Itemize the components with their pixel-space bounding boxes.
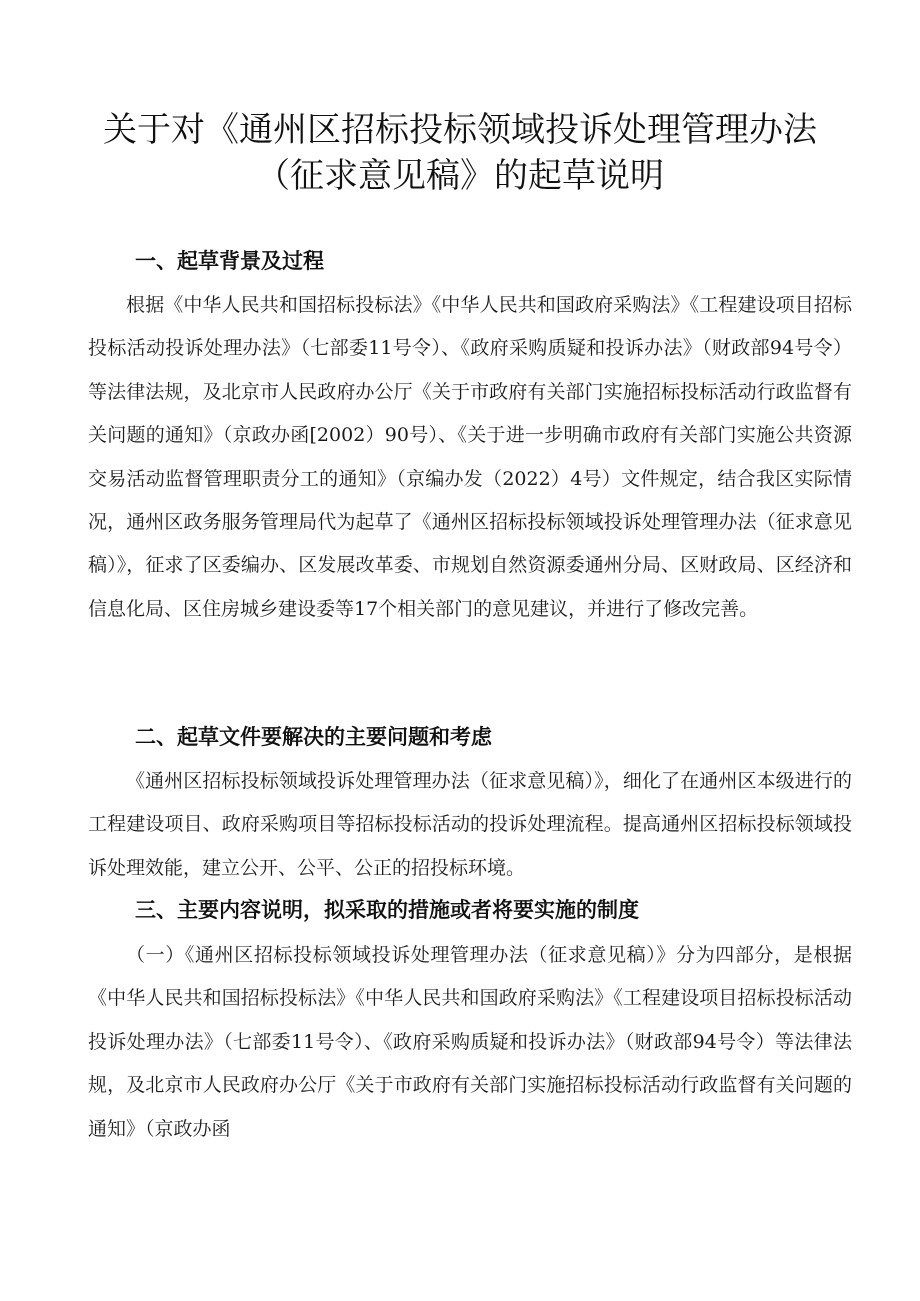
section-paragraph-content: （一）《通州区招标投标领域投诉处理管理办法（征求意见稿）》分为四部分，是根据《中华人民共和国招标投标法》《中华人民共和国政府采购法》《工程建设项目招标投标活动投诉处理办法》（七部委11号令）、《政府采购质疑和投诉办法》（财政部94号令）等法律法规，及北京市人民政府办公厅《关于市政府有关部门实施招标投标活动行政监督有关问题的通知》（京政办函 xyxy=(88,944,852,1140)
section-heading-background: 一、起草背景及过程 xyxy=(135,249,324,273)
section-heading-problems: 二、起草文件要解决的主要问题和考虑 xyxy=(135,725,492,749)
section-paragraph-background: 根据《中华人民共和国招标投标法》《中华人民共和国政府采购法》《工程建设项目招标投标活动投诉处理办法》（七部委11号令）、《政府采购质疑和投诉办法》（财政部94号令）等法律法规，及北京市人民政府办公厅《关于市政府有关部门实施招标投标活动行政监督有关问题的通知》（京政办函[2002）90号）、《关于进一步明确市政府有关部门实施公共资源交易活动监督管理职责分工的通知》（京编办发（2022）4号）文件规定，结合我区实际情况，通州区政务服务管理局代为起草了《通州区招标投标领域投诉处理管理办法（征求意见稿）》，征求了区委编办、区发展改革委、市规划自然资源委通州分局、区财政局、区经济和信息化局、区住房城乡建设委等17个相关部门的意见建议，并进行了修改完善。 xyxy=(88,294,852,620)
section-heading-content: 三、主要内容说明，拟采取的措施或者将要实施的制度 xyxy=(135,898,639,922)
document-title-line-2: （征求意见稿》的起草说明 xyxy=(256,156,664,196)
section-paragraph-problems: 《通州区招标投标领域投诉处理管理办法（征求意见稿）》，细化了在通州区本级进行的工程建设项目、政府采购项目等招标投标活动的投诉处理流程。提高通州区招标投标领域投诉处理效能，建立公开、公平、公正的招投标环境。 xyxy=(88,770,852,879)
document-title-line-1: 关于对《通州区招标投标领域投诉处理管理办法 xyxy=(103,110,817,150)
